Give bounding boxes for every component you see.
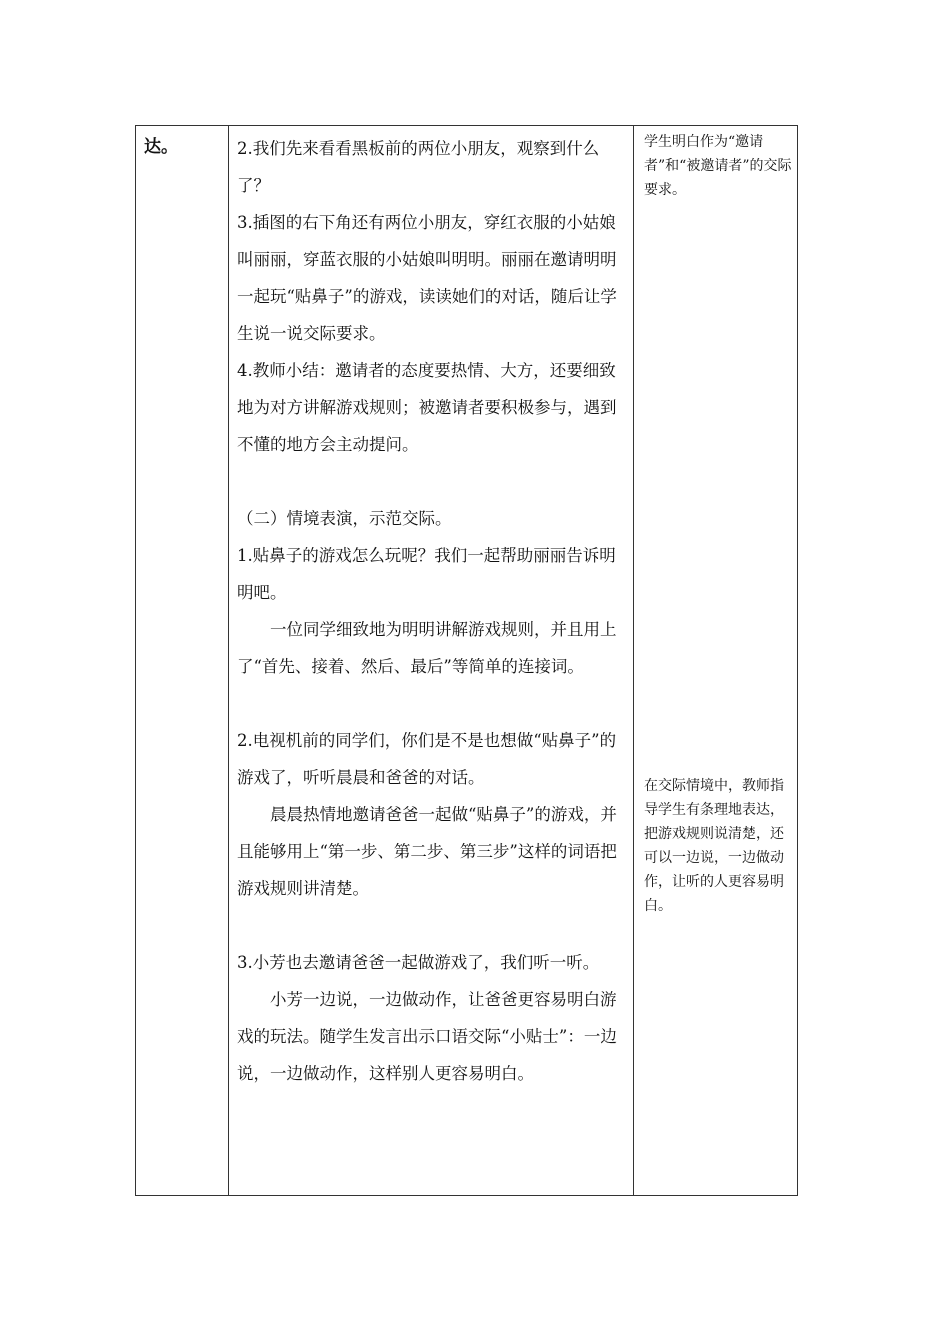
activity-3-paragraph: 3.小芳也去邀请爸爸一起做游戏了，我们听一听。: [237, 953, 600, 972]
column-divider: [633, 126, 634, 1195]
activity-2-paragraph: 2.电视机前的同学们，你们是不是也想做“贴鼻子”的游戏了，听听晨晨和爸爸的对话。: [237, 731, 617, 787]
lesson-plan-table: [135, 125, 798, 1196]
teacher-summary-paragraph: 4.教师小结：邀请者的态度要热情、大方，还要细致地为对方讲解游戏规则；被邀请者要积极参与，遇到不懂的地方会主动提问。: [237, 361, 617, 454]
activity-cell: [237, 130, 629, 1092]
activity-2-detail: 晨晨热情地邀请爸爸一起做“贴鼻子”的游戏，并且能够用上“第一步、第二步、第三步”这样的词语把游戏规则讲清楚。: [237, 805, 617, 898]
design-note-1: 学生明白作为“邀请者”和“被邀请者”的交际要求。: [644, 134, 792, 198]
stage-cell: 达。: [144, 137, 178, 157]
design-note-2: 在交际情境中，教师指导学生有条理地表达，把游戏规则说清楚，还可以一边说，一边做动作，让听的人更容易明白。: [644, 778, 784, 914]
activity-3-detail: 小芳一边说，一边做动作，让爸爸更容易明白游戏的玩法。随学生发言出示口语交际“小贴士”：一边说，一边做动作，这样别人更容易明白。: [237, 990, 617, 1083]
column-divider: [228, 126, 229, 1195]
step-2-paragraph: 2.我们先来看看黑板前的两位小朋友，观察到什么了？: [237, 139, 600, 195]
activity-1-paragraph: 1.贴鼻子的游戏怎么玩呢？我们一起帮助丽丽告诉明明吧。: [237, 546, 616, 602]
step-3-paragraph: 3.插图的右下角还有两位小朋友，穿红衣服的小姑娘叫丽丽，穿蓝衣服的小姑娘叫明明。丽丽在邀请明明一起玩“贴鼻子”的游戏，读读她们的对话，随后让学生说一说交际要求。: [237, 213, 617, 343]
section-heading: （二）情境表演，示范交际。: [237, 509, 452, 528]
activity-1-detail: 一位同学细致地为明明讲解游戏规则，并且用上了“首先、接着、然后、最后”等简单的连接词。: [237, 620, 617, 676]
